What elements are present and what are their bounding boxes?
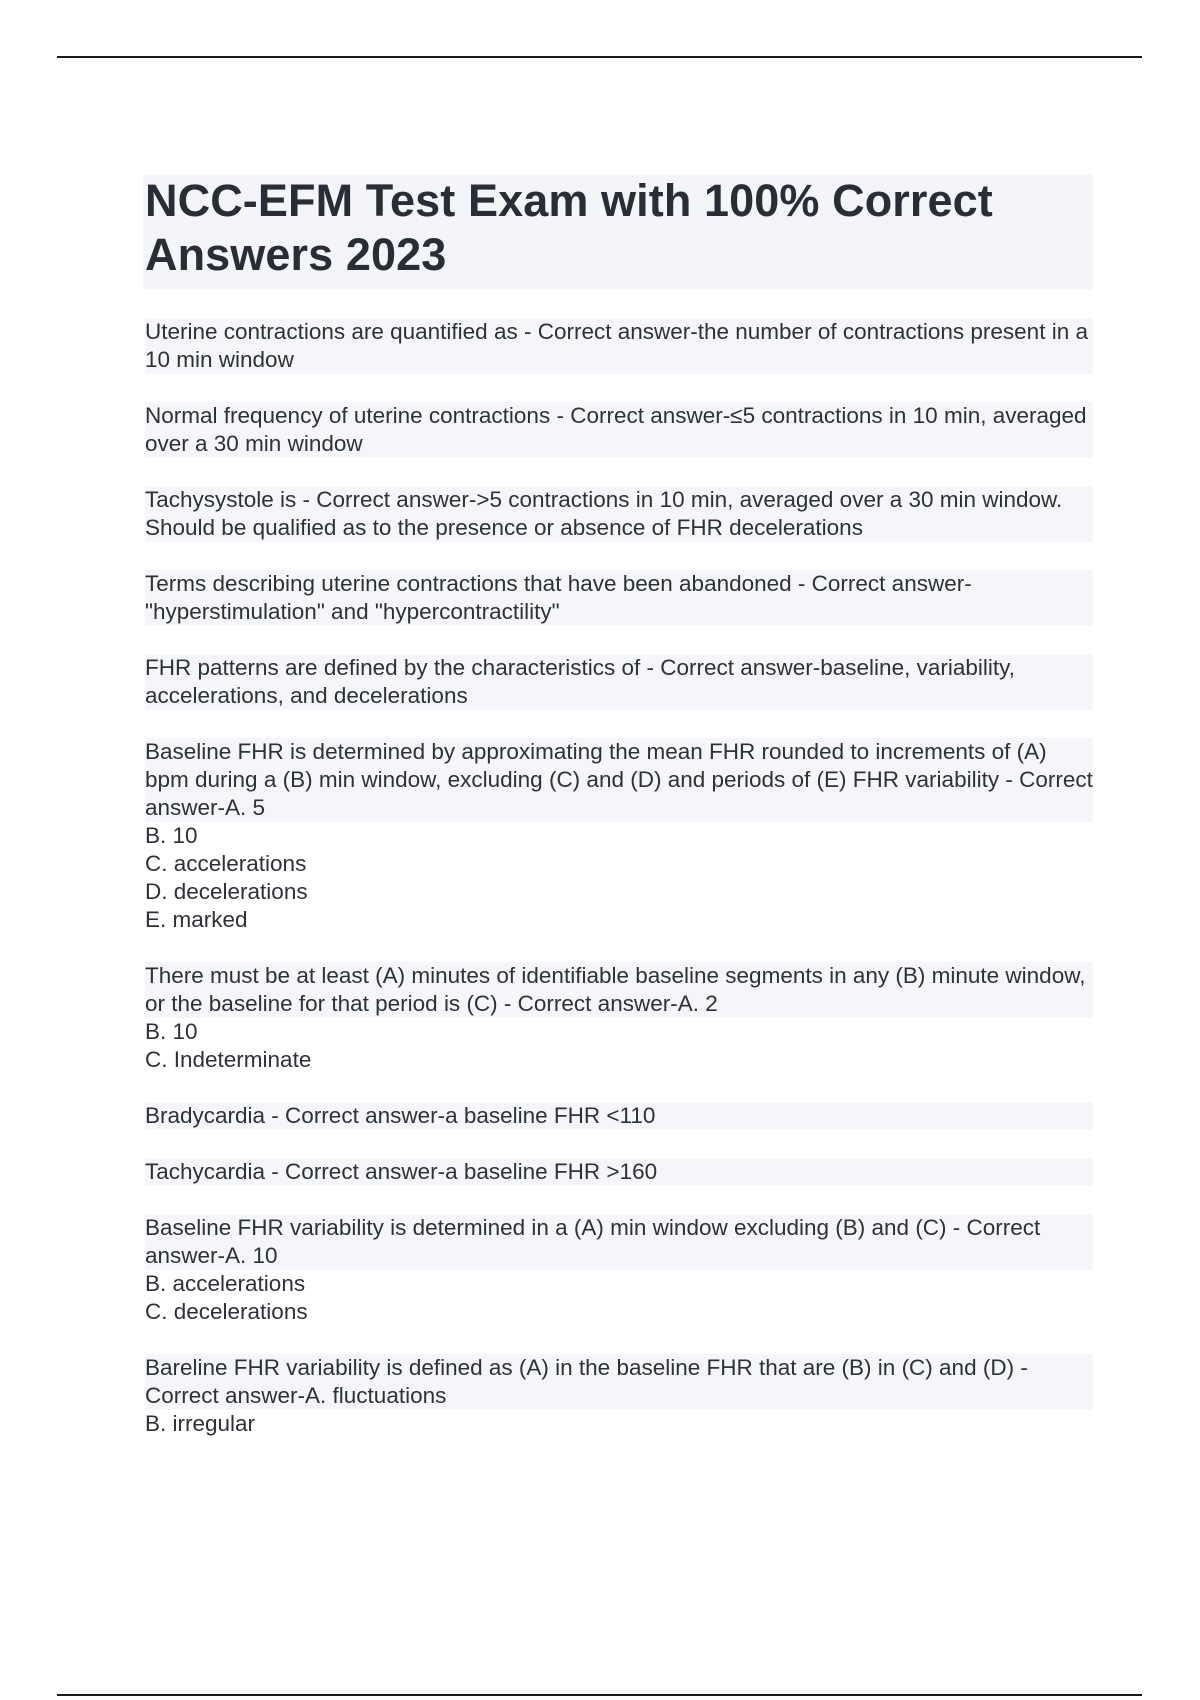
qa-option: C. decelerations	[145, 1299, 308, 1324]
qa-item	[145, 1214, 1093, 1326]
bottom-divider	[57, 1694, 1142, 1696]
qa-item	[145, 570, 1093, 626]
qa-item	[145, 402, 1093, 458]
qa-text: Baseline FHR is determined by approximating the mean FHR rounded to increments of (A) bpm during a (B) min window, excluding (C) and (D) and periods of (E) FHR variability - Correct answer-A. 5	[145, 739, 1093, 820]
qa-option: B. 10	[145, 1019, 198, 1044]
qa-option: B. irregular	[145, 1411, 256, 1436]
title-block	[143, 174, 1093, 290]
qa-item	[145, 1158, 1093, 1186]
qa-item	[145, 318, 1093, 374]
qa-item	[145, 486, 1093, 542]
qa-item	[145, 1102, 1093, 1130]
qa-option: C. Indeterminate	[145, 1047, 312, 1072]
qa-text: Baseline FHR variability is determined in a (A) min window excluding (B) and (C) - Correct answer-A. 10	[145, 1214, 1093, 1270]
qa-text: There must be at least (A) minutes of identifiable baseline segments in any (B) minute window, or the baseline for that period is (C) - Correct answer-A. 2	[145, 962, 1093, 1018]
qa-item	[145, 654, 1093, 710]
qa-text: Bradycardia - Correct answer-a baseline FHR <110	[145, 1102, 1093, 1130]
qa-text: Uterine contractions are quantified as - Correct answer-the number of contractions present in a 10 min window	[145, 318, 1093, 374]
qa-text: Tachysystole is - Correct answer->5 contractions in 10 min, averaged over a 30 min window. Should be qualified as to the presence or absence of FHR decelerations	[145, 486, 1093, 542]
qa-option: D. decelerations	[145, 879, 308, 904]
qa-text: FHR patterns are defined by the characteristics of - Correct answer-baseline, variability, accelerations, and decelerations	[145, 654, 1093, 710]
top-divider	[57, 56, 1142, 58]
qa-text: Normal frequency of uterine contractions - Correct answer-≤5 contractions in 10 min, averaged over a 30 min window	[145, 402, 1093, 458]
qa-item	[145, 962, 1093, 1074]
qa-text: Terms describing uterine contractions that have been abandoned - Correct answer-"hyperstimulation" and "hypercontractility"	[145, 570, 1093, 626]
qa-text: Bareline FHR variability is defined as (A) in the baseline FHR that are (B) in (C) and (D) - Correct answer-A. fluctuations	[145, 1354, 1093, 1410]
qa-option: B. 10	[145, 823, 198, 848]
qa-text: Tachycardia - Correct answer-a baseline FHR >160	[145, 1158, 1093, 1186]
qa-option: E. marked	[145, 907, 248, 932]
qa-option: C. accelerations	[145, 851, 307, 876]
document-body	[145, 174, 1093, 1466]
qa-option: B. accelerations	[145, 1271, 306, 1296]
qa-list	[145, 318, 1093, 1438]
qa-item	[145, 738, 1093, 934]
qa-item	[145, 1354, 1093, 1438]
document-title: NCC-EFM Test Exam with 100% Correct Answers 2023	[145, 175, 993, 280]
